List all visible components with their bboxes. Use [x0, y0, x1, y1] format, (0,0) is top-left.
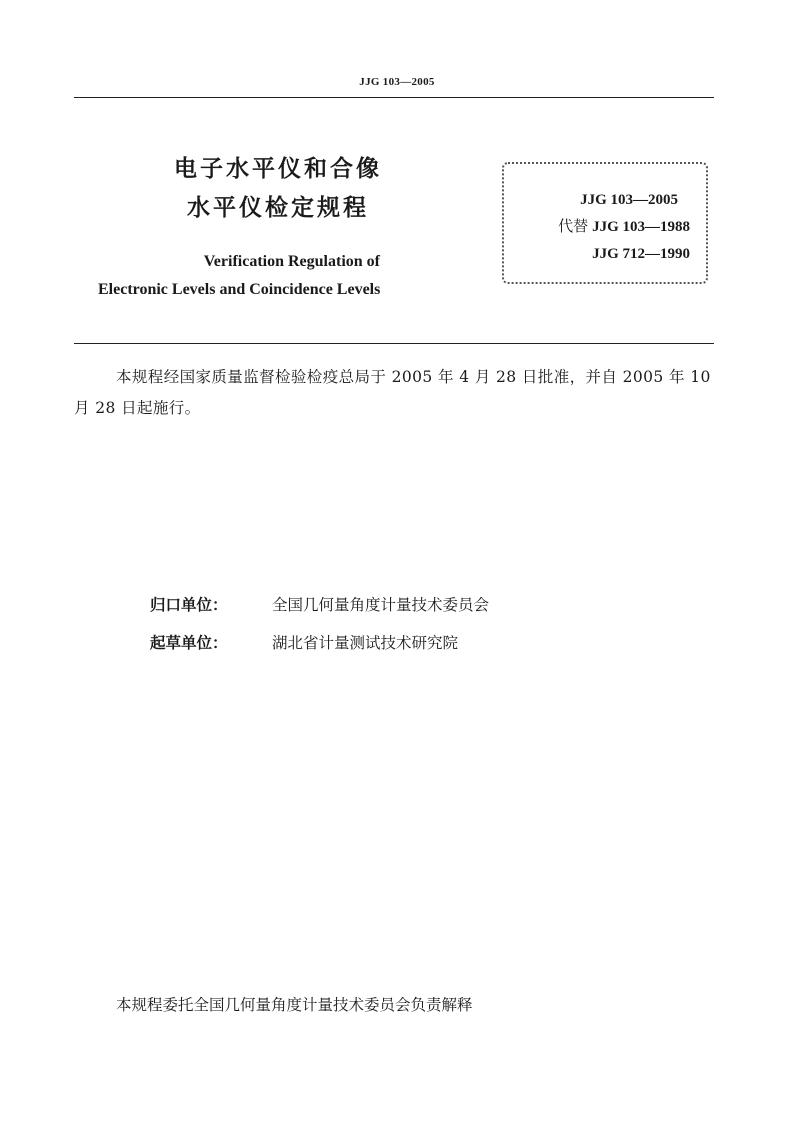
regulation-code-box	[502, 162, 708, 284]
approval-statement: 本规程经国家质量监督检验检疫总局于 2005 年 4 月 28 日批准，并自 2005 年 10 月 28 日起施行。	[74, 368, 711, 417]
drafting-unit-row	[150, 632, 458, 654]
title-english-line2: Electronic Levels and Coincidence Levels	[98, 281, 381, 298]
responsible-unit-value: 全国几何量角度计量技术委员会	[272, 596, 490, 614]
drafting-unit-label: 起草单位：	[150, 634, 228, 652]
replaced-code-1: JJG 103—1988	[592, 219, 690, 235]
responsible-unit-label: 归口单位：	[150, 596, 228, 614]
middle-divider	[74, 343, 714, 344]
current-code: JJG 103—2005	[580, 192, 678, 208]
title-chinese-line1: 电子水平仪和合像	[174, 156, 382, 182]
title-chinese-line2: 水平仪检定规程	[187, 195, 369, 221]
replaces-prefix: 代替	[558, 217, 589, 235]
top-divider	[74, 97, 714, 98]
responsible-unit-row	[150, 594, 489, 616]
replaced-code-2: JJG 712—1990	[592, 246, 690, 262]
title-english-line1: Verification Regulation of	[203, 253, 380, 270]
drafting-unit-value: 湖北省计量测试技术研究院	[272, 634, 459, 652]
header-document-code: JJG 103—2005	[359, 76, 435, 88]
interpretation-note: 本规程委托全国几何量角度计量技术委员会负责解释	[116, 996, 473, 1014]
replaced-code-line1	[558, 216, 690, 237]
